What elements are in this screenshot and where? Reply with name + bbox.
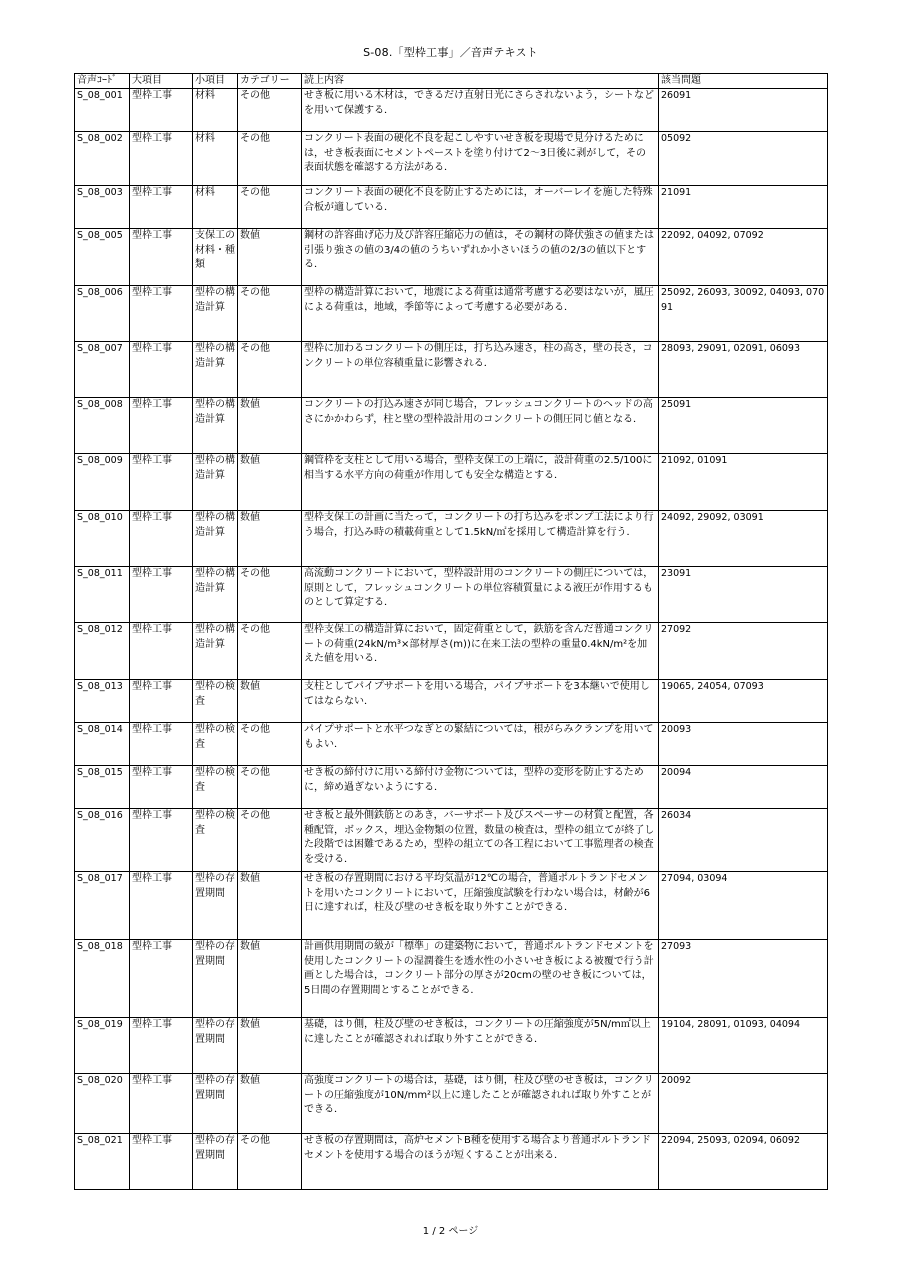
cell-minor: 型枠の構造計算 [193,342,238,398]
cell-minor: 材料 [193,186,238,229]
cell-code: S_08_016 [75,809,130,872]
cell-major: 型枠工事 [130,623,193,680]
cell-questions: 20093 [659,723,828,766]
cell-major: 型枠工事 [130,229,193,286]
cell-minor: 型枠の検査 [193,680,238,723]
cell-text: 高流動コンクリートにおいて，型枠設計用のコンクリートの側圧については，原則として，フレッシュコンクリートの単位容積質量による液圧が作用するものとして算定する． [302,567,659,623]
cell-category: 数値 [238,1074,302,1134]
cell-minor: 型枠の存置期間 [193,940,238,1018]
cell-minor: 型枠の存置期間 [193,1134,238,1190]
cell-major: 型枠工事 [130,809,193,872]
cell-questions: 21092, 01091 [659,454,828,511]
cell-category: 数値 [238,454,302,511]
cell-minor: 型枠の存置期間 [193,1018,238,1074]
cell-code: S_08_019 [75,1018,130,1074]
table-row [75,680,828,723]
cell-code: S_08_013 [75,680,130,723]
cell-minor: 型枠の検査 [193,766,238,809]
cell-code: S_08_012 [75,623,130,680]
cell-major: 型枠工事 [130,1074,193,1134]
cell-text: コンクリート表面の硬化不良を防止するためには，オーバーレイを施した特殊合板が適している． [302,186,659,229]
cell-code: S_08_021 [75,1134,130,1190]
cell-text: 基礎，はり側，柱及び壁のせき板は，コンクリートの圧縮強度が5N/m㎡以上に達したことが確認されれば取り外すことができる． [302,1018,659,1074]
cell-minor: 型枠の検査 [193,723,238,766]
cell-questions: 19104, 28091, 01093, 04094 [659,1018,828,1074]
cell-category: その他 [238,89,302,132]
cell-questions: 28093, 29091, 02091, 06093 [659,342,828,398]
table-row [75,872,828,940]
cell-code: S_08_009 [75,454,130,511]
cell-category: その他 [238,809,302,872]
cell-text: せき板の締付けに用いる締付け金物については，型枠の変形を防止するために，締め過ぎないようにする． [302,766,659,809]
cell-code: S_08_008 [75,398,130,454]
cell-category: その他 [238,723,302,766]
cell-questions: 23091 [659,567,828,623]
cell-minor: 型枠の構造計算 [193,511,238,567]
cell-major: 型枠工事 [130,398,193,454]
cell-major: 型枠工事 [130,511,193,567]
cell-major: 型枠工事 [130,567,193,623]
cell-minor: 型枠の存置期間 [193,872,238,940]
cell-text: せき板と最外側鉄筋とのあき，バーサポート及びスペーサーの材質と配置，各種配管，ボックス，埋込金物類の位置，数量の検査は，型枠の組立てが終了した段階では困難であるため，型枠の組立ての各工程において工事監理者の検査を受ける． [302,809,659,872]
cell-questions: 26091 [659,89,828,132]
cell-code: S_08_020 [75,1074,130,1134]
table-row [75,766,828,809]
cell-code: S_08_007 [75,342,130,398]
cell-text: 鋼材の許容曲げ応力及び許容圧縮応力の値は，その鋼材の降伏強さの値または引張り強さの値の3/4の値のうちいずれか小さいほうの値の2/3の値以下とする． [302,229,659,286]
cell-text: せき板の存置期間は，高炉セメントB種を使用する場合より普通ポルトランドセメントを使用する場合のほうが短くすることが出来る． [302,1134,659,1190]
cell-minor: 型枠の存置期間 [193,1074,238,1134]
cell-major: 型枠工事 [130,723,193,766]
cell-category: その他 [238,1134,302,1190]
cell-minor: 支保工の材料・種類 [193,229,238,286]
cell-questions: 27094, 03094 [659,872,828,940]
cell-text: 型枠に加わるコンクリートの側圧は，打ち込み速さ，柱の高さ，壁の長さ，コンクリートの単位容積重量に影響される． [302,342,659,398]
table-row [75,132,828,186]
cell-code: S_08_005 [75,229,130,286]
cell-questions: 05092 [659,132,828,186]
cell-text: パイプサポートと水平つなぎとの緊結については，根がらみクランプを用いてもよい． [302,723,659,766]
cell-text: 支柱としてパイプサポートを用いる場合，パイプサポートを3本継いで使用してはならない． [302,680,659,723]
table-row [75,89,828,132]
cell-text: コンクリートの打込み速さが同じ場合，フレッシュコンクリートのヘッドの高さにかかわらず，柱と壁の型枠設計用のコンクリートの側圧同じ値となる． [302,398,659,454]
cell-text: 型枠支保工の計画に当たって，コンクリートの打ち込みをポンプ工法により行う場合，打込み時の積載荷重として1.5kN/㎡を採用して構造計算を行う． [302,511,659,567]
table-row [75,1074,828,1134]
cell-questions: 22092, 04092, 07092 [659,229,828,286]
cell-major: 型枠工事 [130,1018,193,1074]
cell-major: 型枠工事 [130,680,193,723]
cell-text: 鋼管枠を支柱として用いる場合，型枠支保工の上端に，設計荷重の2.5/100に相当する水平方向の荷重が作用しても安全な構造とする． [302,454,659,511]
table-row [75,398,828,454]
cell-questions: 27093 [659,940,828,1018]
table-row [75,229,828,286]
cell-text: 型枠支保工の構造計算において，固定荷重として，鉄筋を含んだ普通コンクリートの荷重(24kN/m³×部材厚さ(m))に在来工法の型枠の重量0.4kN/m²を加えた値を用いる． [302,623,659,680]
table-row [75,454,828,511]
cell-category: 数値 [238,940,302,1018]
cell-code: S_08_015 [75,766,130,809]
cell-minor: 型枠の検査 [193,809,238,872]
cell-code: S_08_006 [75,286,130,342]
cell-text: 高強度コンクリートの場合は，基礎，はり側，柱及び壁のせき板は，コンクリートの圧縮強度が10N/mm²以上に達したことが確認されれば取り外すことができる． [302,1074,659,1134]
cell-text: せき板の存置期間における平均気温が12℃の場合，普通ポルトランドセメントを用いたコンクリートにおいて，圧縮強度試験を行わない場合は，材齢が6日に達すれば，柱及び壁のせき板を取り外すことができる． [302,872,659,940]
cell-major: 型枠工事 [130,286,193,342]
cell-questions: 24092, 29092, 03091 [659,511,828,567]
table-row [75,809,828,872]
cell-code: S_08_014 [75,723,130,766]
cell-text: 計画供用期間の級が「標準」の建築物において，普通ポルトランドセメントを使用したコンクリートの湿潤養生を透水性の小さいせき板による被覆で行う計画とした場合は，コンクリート部分の厚さが20cmの壁のせき板については，5日間の存置期間とすることができる． [302,940,659,1018]
cell-questions: 22094, 25093, 02094, 06092 [659,1134,828,1190]
cell-major: 型枠工事 [130,1134,193,1190]
cell-minor: 型枠の構造計算 [193,567,238,623]
cell-major: 型枠工事 [130,872,193,940]
cell-code: S_08_010 [75,511,130,567]
cell-text: コンクリート表面の硬化不良を起こしやすいせき板を現場で見分けるためには，せき板表面にセメントペーストを塗り付けて2～3日後に剥がして，その表面状態を確認する方法がある． [302,132,659,186]
page-footer: 1 / 2 ページ [422,1226,479,1237]
cell-code: S_08_018 [75,940,130,1018]
table-row [75,567,828,623]
table-row [75,623,828,680]
table-row [75,1134,828,1190]
cell-questions: 21091 [659,186,828,229]
cell-questions: 26034 [659,809,828,872]
cell-questions: 20094 [659,766,828,809]
cell-category: その他 [238,342,302,398]
cell-category: 数値 [238,398,302,454]
header-text: 読上内容 [302,74,659,89]
table-row [75,286,828,342]
table-row [75,342,828,398]
cell-code: S_08_002 [75,132,130,186]
cell-questions: 20092 [659,1074,828,1134]
cell-minor: 材料 [193,132,238,186]
cell-code: S_08_003 [75,186,130,229]
table-row [75,186,828,229]
header-minor: 小項目 [193,74,238,89]
header-code: 音声ｺｰﾄﾞ [75,74,130,89]
cell-major: 型枠工事 [130,454,193,511]
header-major: 大項目 [130,74,193,89]
cell-questions: 27092 [659,623,828,680]
cell-category: その他 [238,567,302,623]
cell-questions: 19065, 24054, 07093 [659,680,828,723]
cell-text: せき板に用いる木材は，できるだけ直射日光にさらされないよう，シートなどを用いて保護する． [302,89,659,132]
table-row [75,511,828,567]
cell-minor: 型枠の構造計算 [193,398,238,454]
cell-major: 型枠工事 [130,940,193,1018]
audio-text-table [74,73,828,1190]
cell-category: その他 [238,186,302,229]
cell-major: 型枠工事 [130,186,193,229]
cell-category: その他 [238,286,302,342]
cell-category: 数値 [238,680,302,723]
cell-category: 数値 [238,229,302,286]
cell-code: S_08_011 [75,567,130,623]
cell-minor: 型枠の構造計算 [193,286,238,342]
cell-minor: 型枠の構造計算 [193,623,238,680]
cell-category: 数値 [238,1018,302,1074]
header-category: カテゴリー [238,74,302,89]
cell-category: 数値 [238,872,302,940]
cell-major: 型枠工事 [130,342,193,398]
cell-category: その他 [238,766,302,809]
cell-text: 型枠の構造計算において，地震による荷重は通常考慮する必要はないが，風圧による荷重は，地域，季節等によって考慮する必要がある． [302,286,659,342]
table-row [75,723,828,766]
cell-major: 型枠工事 [130,89,193,132]
cell-major: 型枠工事 [130,132,193,186]
cell-minor: 材料 [193,89,238,132]
header-questions: 該当問題 [659,74,828,89]
cell-questions: 25091 [659,398,828,454]
table-row [75,940,828,1018]
table-header-row [75,74,828,89]
page-title: S-08.「型枠工事」／音声テキスト [363,46,538,59]
cell-major: 型枠工事 [130,766,193,809]
cell-category: その他 [238,132,302,186]
cell-code: S_08_001 [75,89,130,132]
cell-code: S_08_017 [75,872,130,940]
table-row [75,1018,828,1074]
cell-minor: 型枠の構造計算 [193,454,238,511]
cell-category: 数値 [238,511,302,567]
cell-questions: 25092, 26093, 30092, 04093, 07091 [659,286,828,342]
cell-category: その他 [238,623,302,680]
